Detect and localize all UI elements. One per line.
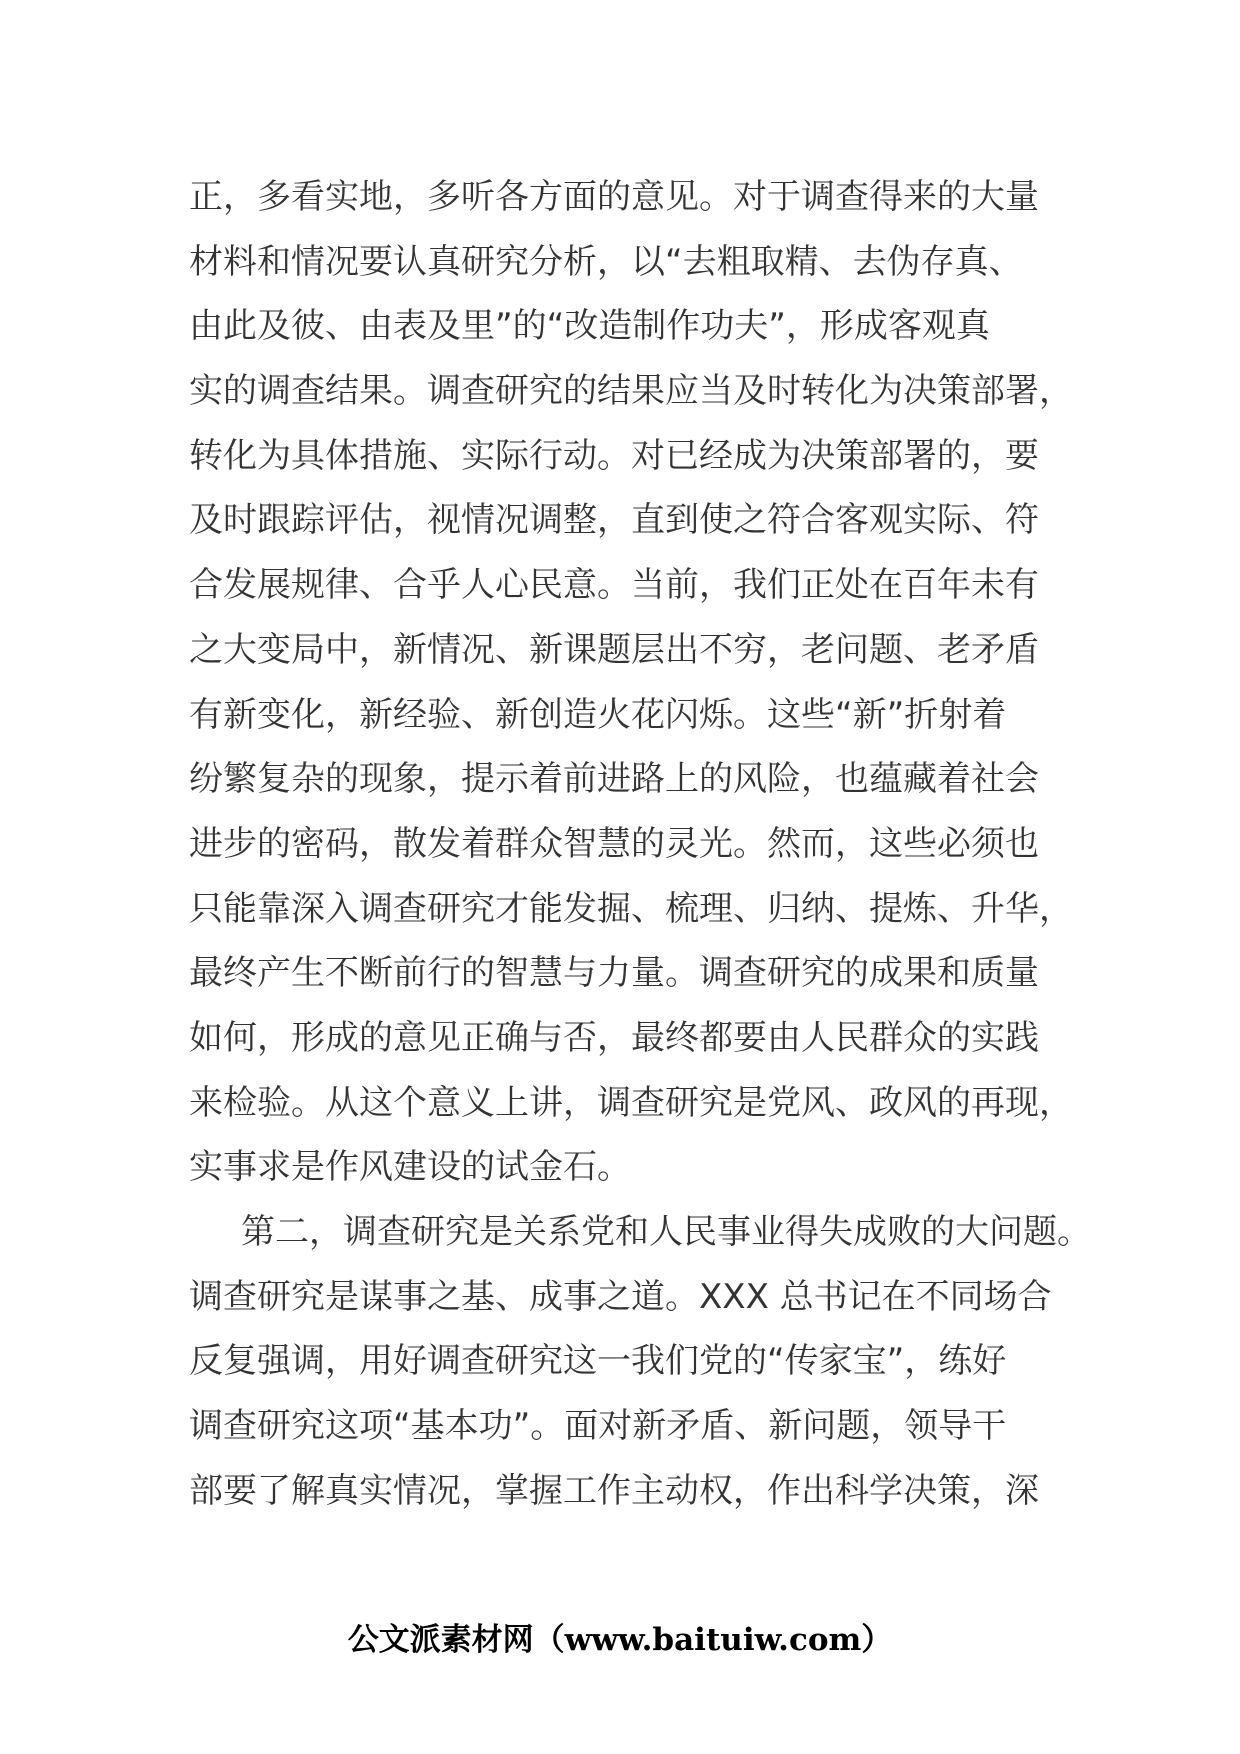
text-line: 只能靠深入调查研究才能发掘、梳理、归纳、提炼、升华，	[189, 888, 1073, 929]
text-line: 之大变局中，新情况、新课题层出不穷，老问题、老矛盾	[189, 629, 1039, 670]
text-line: 合发展规律、合乎人心民意。当前，我们正处在百年未有	[189, 565, 1039, 606]
text-line: 材料和情况要认真研究分析，以“去粗取精、去伪存真、	[189, 241, 1023, 282]
text-line: 部要了解真实情况，掌握工作主动权，作出科学决策，深	[189, 1470, 1039, 1511]
text-line: 如何，形成的意见正确与否，最终都要由人民群众的实践	[189, 1017, 1039, 1058]
page-footer: 公文派素材网（www.baituiw.com）	[347, 1622, 893, 1658]
text-line: 调查研究这项“基本功”。面对新矛盾、新问题，领导干	[189, 1406, 1007, 1447]
body-text	[189, 165, 1091, 1523]
text-line: 正，多看实地，多听各方面的意见。对于调查得来的大量	[189, 177, 1039, 217]
text-line: 最终产生不断前行的智慧与力量。调查研究的成果和质量	[189, 953, 1039, 994]
text-line: 纷繁复杂的现象，提示着前进路上的风险，也蕴藏着社会	[189, 759, 1039, 800]
text-line: 来检验。从这个意义上讲，调查研究是党风、政风的再现，	[189, 1082, 1073, 1123]
text-line: 实事求是作风建设的试金石。	[189, 1147, 631, 1188]
text-line: 及时跟踪评估，视情况调整，直到使之符合客观实际、符	[189, 500, 1039, 541]
text-line: 由此及彼、由表及里”的“改造制作功夫”，形成客观真	[189, 306, 990, 347]
text-line: 实的调查结果。调查研究的结果应当及时转化为决策部署，	[189, 371, 1073, 412]
text-line: 进步的密码，散发着群众智慧的灵光。然而，这些必须也	[189, 823, 1039, 864]
text-line: 有新变化，新经验、新创造火花闪烁。这些“新”折射着	[189, 694, 1007, 735]
text-line: 调查研究是谋事之基、成事之道。XXX 总书记在不同场合	[189, 1276, 1052, 1317]
text-line: 反复强调，用好调查研究这一我们党的“传家宝”，练好	[189, 1341, 1007, 1382]
paragraph-first-line: 第二，调查研究是关系党和人民事业得失成败的大问题。	[241, 1212, 1091, 1252]
text-line: 转化为具体措施、实际行动。对已经成为决策部署的，要	[189, 435, 1039, 476]
